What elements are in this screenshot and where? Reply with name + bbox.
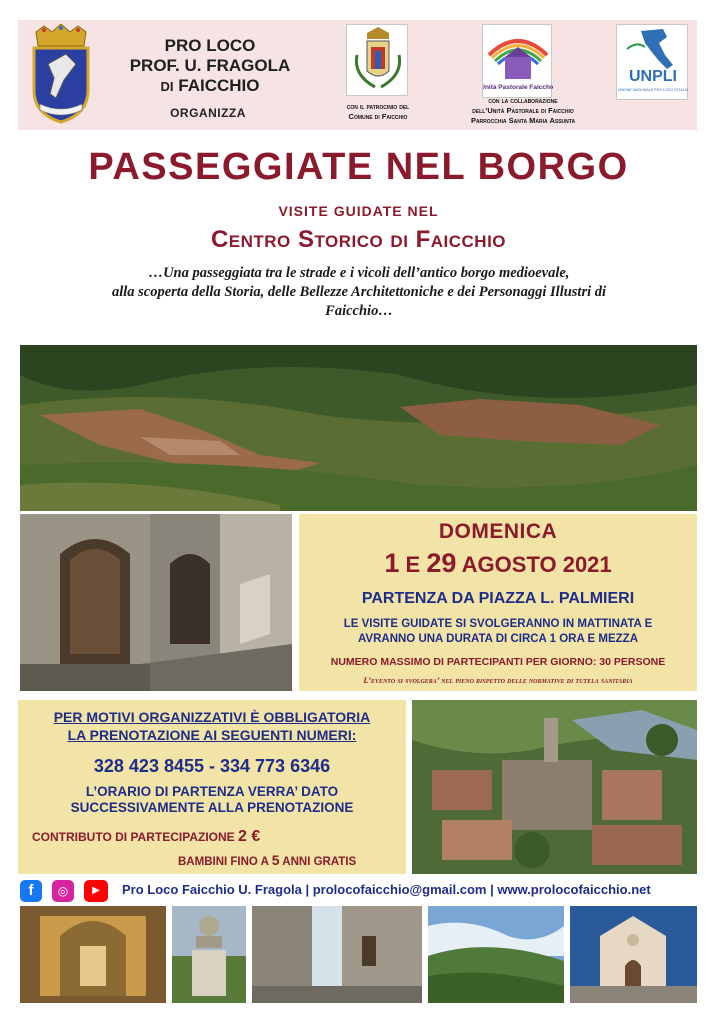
- unpli-logo: [616, 24, 688, 100]
- orario-line2: SUCCESSIVAMENTE ALLA PRENOTAZIONE: [70, 800, 354, 815]
- event-date: [299, 548, 697, 579]
- up-label: Unità Pastorale Faicchio: [483, 84, 553, 91]
- panorama-photo: [20, 345, 697, 511]
- event-date-num2: 29: [426, 548, 457, 578]
- contributo: [32, 828, 260, 846]
- castle-aerial-photo: [412, 700, 697, 874]
- event-date-rest: AGOSTO 2021: [461, 552, 612, 577]
- orario-line1: L’ORARIO DI PARTENZA VERRA’ DATO: [85, 784, 339, 799]
- intro-line2: alla scoperta della Storia, delle Bellezze Architettoniche e dei Personaggi Illustri di: [111, 284, 607, 300]
- obb-line1: PER MOTIVI ORGANIZZATIVI È OBBLIGATORIA: [53, 709, 371, 725]
- bambini-gratis: [178, 852, 356, 868]
- contact-row: [20, 880, 700, 902]
- unpli-text: UNPLI: [629, 68, 677, 85]
- collab-line3: Parrocchia Santa Maria Assunta: [470, 116, 576, 125]
- comune-faicchio-logo: [346, 24, 408, 96]
- contributo-label: CONTRIBUTO DI PARTECIPAZIONE: [32, 830, 235, 844]
- valley-landscape-photo: [428, 906, 564, 1003]
- contributo-value: 2 €: [238, 828, 261, 845]
- intro-text: [34, 264, 684, 321]
- visite-line2: AVRANNO UNA DURATA DI CIRCA 1 ORA E MEZZA: [357, 633, 639, 645]
- orario-note: [18, 784, 406, 816]
- bambini-suffix: ANNI GRATIS: [282, 856, 357, 868]
- main-title: PASSEGGIATE NEL BORGO: [88, 146, 629, 188]
- event-date-num1: 1: [384, 548, 400, 578]
- monument-bust-photo: [172, 906, 246, 1003]
- partenza-text: PARTENZA DA PIAZZA L. PALMIERI: [361, 590, 635, 607]
- obb-line2: LA PRENOTAZIONE AI SEGUENTI NUMERI:: [67, 727, 357, 743]
- collab-line2: dell’Unità Pastorale di Faicchio: [472, 106, 574, 115]
- patrocinio-line1: con il patrocinio del: [346, 102, 410, 111]
- event-date-e: E: [405, 552, 421, 577]
- visite-text: [313, 617, 683, 647]
- unita-pastorale-logo: [482, 24, 552, 98]
- church-interior-photo: [20, 906, 166, 1003]
- visite-line1: LE VISITE GUIDATE SI SVOLGERANNO IN MATTINATA E: [343, 618, 653, 630]
- church-facade-photo: [570, 906, 697, 1003]
- pro-loco-crest-logo: [26, 24, 96, 124]
- pro-loco-line1: PRO LOCO: [164, 36, 256, 55]
- instagram-icon[interactable]: ◎: [52, 880, 74, 902]
- alley-photo: [20, 514, 292, 691]
- subtitle: VISITE GUIDATE NEL: [278, 203, 439, 219]
- collaborazione-text: [438, 96, 608, 126]
- youtube-icon[interactable]: ▶: [84, 880, 108, 902]
- centro-storico-title: Centro Storico di Faicchio: [210, 226, 507, 253]
- organizza-label: ORGANIZZA: [170, 106, 246, 120]
- contact-text[interactable]: Pro Loco Faicchio U. Fragola | prolocofaicchio@gmail.com | www.prolocofaicchio.net: [122, 882, 651, 897]
- bambini-prefix: BAMBINI FINO A: [178, 856, 269, 868]
- booking-info-box: [18, 700, 406, 874]
- bambini-value: 5: [271, 852, 280, 868]
- intro-line1: …Una passeggiata tra le strade e i vicoli dell’antico borgo medioevale,: [148, 265, 570, 281]
- unpli-sub: UNIONE NAZIONALE PRO LOCO D'ITALIA: [617, 88, 689, 92]
- evento-note: L’evento si svolgera’ nel pieno rispetto delle normative di tutela sanitaria: [363, 675, 633, 685]
- booking-obbligatoria: [18, 708, 406, 744]
- collab-line1: con la collaborazione: [488, 96, 558, 105]
- event-day: DOMENICA: [438, 520, 558, 543]
- pro-loco-line3-prefix: DI: [160, 79, 174, 94]
- pro-loco-line2: PROF. U. FRAGOLA: [129, 56, 291, 75]
- street-view-photo: [252, 906, 422, 1003]
- patrocinio-line2: Comune di Faicchio: [348, 112, 408, 121]
- header-band: [18, 20, 697, 130]
- event-info-box: [299, 514, 697, 691]
- intro-line3: Faicchio…: [325, 303, 393, 319]
- facebook-icon[interactable]: f: [20, 880, 42, 902]
- pro-loco-name: [120, 36, 300, 97]
- pro-loco-line3: FAICCHIO: [178, 76, 260, 95]
- patrocinio-text: [318, 102, 438, 122]
- phone-numbers[interactable]: 328 423 8455 - 334 773 6346: [93, 756, 331, 776]
- max-participants: NUMERO MASSIMO DI PARTECIPANTI PER GIORNO: 30 PERSONE: [330, 656, 666, 668]
